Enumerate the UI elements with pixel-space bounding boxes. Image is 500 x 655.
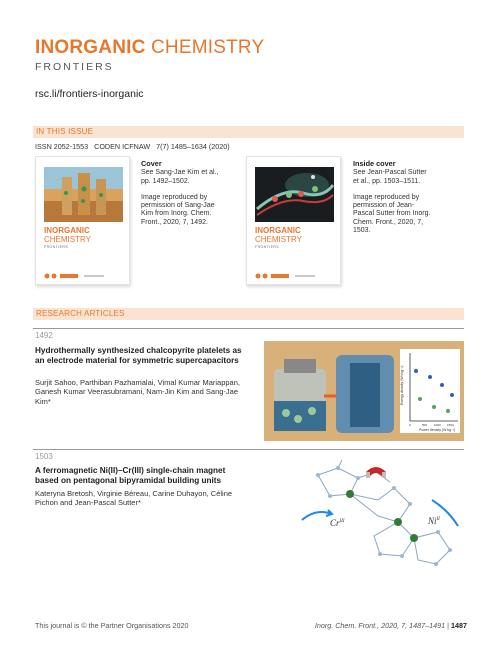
in-this-issue-label: IN THIS ISSUE — [36, 127, 94, 136]
inside-cover-thumbnail[interactable] — [246, 156, 341, 285]
article-title[interactable]: A ferromagnetic Ni(II)–Cr(III) single-chain magnet based on pentagonal bipyramidal building units — [35, 466, 226, 485]
plot-x-tick: 1000 — [434, 423, 441, 427]
journal-subtitle: FRONTIERS — [35, 61, 114, 73]
plot-x-tick: 0 — [409, 423, 411, 427]
issn-line: ISSN 2052-1553 CODEN ICFNAW 7(7) 1485–1634 (2020) — [35, 142, 230, 151]
publisher-logos — [255, 273, 334, 279]
article-divider — [33, 328, 464, 329]
article-authors: Kateryna Bretosh, Virginie Béreau, Carine Duhayon, Céline Pichon and Jean-Pascal Sutter* — [35, 489, 233, 508]
cover-caption: Cover See Sang-Jae Kim et al., pp. 1492–1502. Image reproduced by permission of Sang-Jae Kim from Inorg. Chem. Front., 2020, 7, 1492. — [141, 159, 219, 226]
front-cover-thumbnail[interactable] — [35, 156, 130, 285]
cover-artwork — [255, 167, 334, 222]
article-graphic-single-chain-magnet — [298, 460, 468, 570]
plot-x-axis-label: Power density (W kg⁻¹) — [419, 428, 456, 432]
footer-citation: Inorg. Chem. Front., 2020, 7, 1487–1491 | 1487 — [314, 621, 467, 630]
plot-y-axis-label: Energy density (Wh kg⁻¹) — [400, 365, 404, 405]
cr-label: $Cr^{III}$ — [330, 518, 345, 528]
plot-x-tick: 500 — [422, 423, 428, 427]
footer-copyright: This journal is © the Partner Organisations 2020 — [35, 621, 189, 630]
cover-title: INORGANIC CHEMISTRY — [44, 226, 91, 244]
cover-subtitle: FRONTIERS — [255, 245, 280, 249]
journal-url[interactable]: rsc.li/frontiers-inorganic — [35, 88, 144, 100]
plot-x-tick: 1500 — [447, 423, 454, 427]
page-number: 1487 — [451, 621, 467, 630]
article-authors: Surjit Sahoo, Parthiban Pazhamalai, Vimal Kumar Mariappan, Ganesh Kumar Veerasubramani, Nam-Jin Kim and Sang-Jae Kim* — [35, 378, 240, 406]
article-graphic-supercapacitor — [264, 341, 464, 441]
cover-title: INORGANIC CHEMISTRY — [255, 226, 302, 244]
research-articles-label: RESEARCH ARTICLES — [36, 309, 125, 318]
journal-title: INORGANIC CHEMISTRY — [35, 37, 265, 58]
cover-artwork — [44, 167, 123, 222]
article-page-number: 1492 — [35, 331, 53, 340]
publisher-logos — [44, 273, 123, 279]
in-this-issue-band — [33, 126, 464, 138]
inside-cover-caption: Inside cover See Jean-Pascal Sutter et al., pp. 1503–1511. Image reproduced by permission of Jean-Pascal Sutter from Inorg. Chem. Front., 2020, 7, 1503. — [353, 159, 431, 235]
cover-subtitle: FRONTIERS — [44, 245, 69, 249]
article-title[interactable]: Hydrothermally synthesized chalcopyrite platelets as an electrode material for symmetric supercapacitors — [35, 346, 242, 365]
article-divider — [33, 449, 464, 450]
ni-label: $Ni^{II}$ — [428, 516, 440, 526]
journal-header — [35, 38, 264, 73]
article-page-number: 1503 — [35, 452, 53, 461]
research-articles-band — [33, 308, 464, 320]
